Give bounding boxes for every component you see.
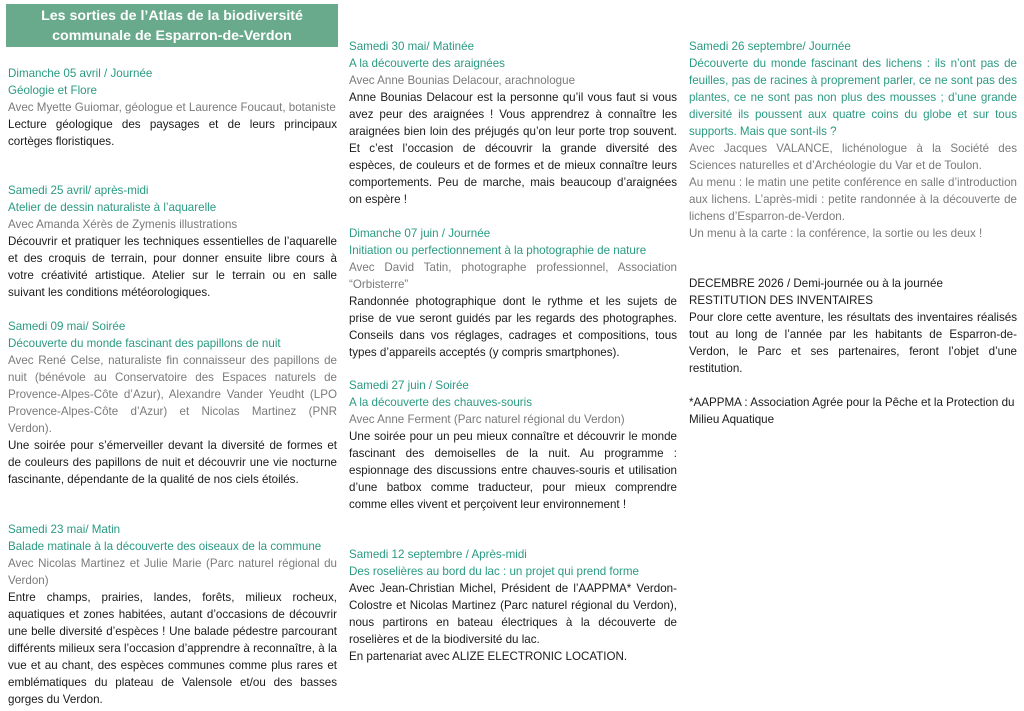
event-guides: Avec Myette Guiomar, géologue et Laurence Foucaut, botaniste (8, 101, 336, 114)
event-title: RESTITUTION DES INVENTAIRES (689, 294, 874, 307)
event-card (349, 225, 677, 361)
event-guides: Avec Anne Ferment (Parc naturel régional du Verdon) (349, 413, 625, 426)
event-title: Initiation ou perfectionnement à la photographie de nature (349, 244, 647, 257)
event-date: Samedi 26 septembre/ Journée (689, 40, 851, 53)
event-menu: Au menu : le matin une petite conférence en salle d’introduction aux lichens. L’après-midi : petite randonnée à la découverte de lichens d’Esparron-de-Verdon. (689, 176, 1017, 223)
event-date: Samedi 12 septembre / Après-midi (349, 548, 527, 561)
event-description: Entre champs, prairies, landes, forêts, milieux rocheux, aquatiques et zones habitées, autant d’occasions de découvrir une belle diversité d’espèces ! Une balade pédestre parcourant différents milieux sera l’occasion d’apprendre à reconnaître, à la vue et au chant, des espèces communes comme plus rares et emblématiques du plateau de Valensole et/ou des basses gorges du Verdon. (8, 591, 337, 706)
event-title: Découverte du monde fascinant des papillons de nuit (8, 337, 281, 350)
title-line-1: Les sorties de l’Atlas de la biodiversité (41, 8, 303, 24)
event-card (8, 182, 337, 301)
event-description: Avec Jean-Christian Michel, Président de l’AAPPMA* Verdon-Colostre et Nicolas Martinez (Parc naturel régional du Verdon), nous partirons en bateau électriques à la découverte de roselières et de la biodiversité du lac. (349, 582, 677, 646)
event-menu-note: Un menu à la carte : la conférence, la sortie ou les deux ! (689, 227, 983, 240)
event-title: A la découverte des chauves-souris (349, 396, 533, 409)
event-guides: Avec David Tatin, photographe professionnel, Association “Orbisterre” (349, 261, 677, 291)
event-guides: Avec Anne Bounias Delacour, arachnologue (349, 74, 576, 87)
event-title: A la découverte des araignées (349, 57, 505, 70)
event-description: Une soirée pour un peu mieux connaître et découvrir le monde fascinant des demoiselles de la nuit. Au programme : espionnage des discussions entre chauves-souris et utilisation d’une batbox comme traducteur, pour mieux comprendre comme elles vivent et perçoivent leur environnement ! (349, 430, 677, 511)
event-guides: Avec Jacques VALANCE, lichénologue à la Société des Sciences naturelles et d’Archéologie du Var et de Toulon. (689, 142, 1017, 172)
document-title (6, 4, 338, 47)
event-card (689, 275, 1017, 377)
event-date: Samedi 23 mai/ Matin (8, 523, 121, 536)
event-date: Samedi 30 mai/ Matinée (349, 40, 475, 53)
event-card (349, 377, 677, 513)
event-guides: Avec Nicolas Martinez et Julie Marie (Parc naturel régional du Verdon) (8, 557, 337, 587)
event-card (8, 65, 337, 150)
event-description: Randonnée photographique dont le rythme et les sujets de prise de vue seront guidés par les regards des photographes. Conseils dans vos réglages, cadrages et compositions, tous types d’appareils acceptés (y compris smartphones). (349, 295, 677, 359)
footnote-text: *AAPPMA : Association Agrée pour la Pêche et la Protection du Milieu Aquatique (689, 396, 1015, 426)
footnote (689, 394, 1017, 428)
event-card (349, 38, 677, 208)
event-title: Découverte du monde fascinant des lichens : ils n’ont pas de feuilles, pas de racines à proprement parler, ce ne sont pas des plantes, ce ne sont pas non plus des mousses ; d’une grande diversité ils poussent aux quatre coins du globe et sur tous supports. Mais que sont-ils ? (689, 57, 1017, 138)
event-date: Samedi 25 avril/ après-midi (8, 184, 149, 197)
event-card (349, 546, 677, 665)
event-date: DECEMBRE 2026 / Demi-journée ou à la journée (689, 277, 943, 290)
event-title: Atelier de dessin naturaliste à l’aquarelle (8, 201, 217, 214)
event-description: Une soirée pour s’émerveiller devant la diversité de formes et de couleurs des papillons de nuit et découvrir une vie nocturne fascinante, dépendante de la qualité de nos ciels étoilés. (8, 439, 337, 486)
event-date: Dimanche 07 juin / Journée (349, 227, 491, 240)
title-line-2: communale de Esparron-de-Verdon (52, 28, 292, 44)
event-card (689, 38, 1017, 242)
event-card (8, 521, 337, 708)
event-guides: Avec René Celse, naturaliste fin connaisseur des papillons de nuit (bénévole au Conservatoire des Espaces naturels de Provence-Alpes-Côte d’Azur), Alexandre Vander Yeudht (LPO Provence-Alpes-Côte d’Azur) et Nicolas Martinez (PNR Verdon). (8, 354, 337, 435)
event-date: Samedi 27 juin / Soirée (349, 379, 469, 392)
event-title: Des roselières au bord du lac : un projet qui prend forme (349, 565, 640, 578)
event-guides: Avec Amanda Xérès de Zymenis illustrations (8, 218, 238, 231)
event-card (8, 318, 337, 488)
event-description: Lecture géologique des paysages et de leurs principaux cortèges floristiques. (8, 118, 337, 148)
event-title: Balade matinale à la découverte des oiseaux de la commune (8, 540, 322, 553)
event-date: Samedi 09 mai/ Soirée (8, 320, 126, 333)
event-description: Découvrir et pratiquer les techniques essentielles de l’aquarelle et des croquis de terrain, pour donner ensuite libre cours à votre créativité artistique. Atelier sur le terrain ou en salle suivant les conditions météorologiques. (8, 235, 337, 299)
event-description: Pour clore cette aventure, les résultats des inventaires réalisés tout au long de l’année par les habitants de Esparron-de-Verdon, le Parc et ses partenaires, feront l’objet d’une restitution. (689, 311, 1017, 375)
event-title: Géologie et Flore (8, 84, 97, 97)
event-description: Anne Bounias Delacour est la personne qu’il vous faut si vous avez peur des araignées ! Vous apprendrez à connaître les araignées bien loin des préjugés qu’on leur porte trop souvent. Et c’est l’occasion de découvrir la grande diversité des espèces, de couleurs et de formes et de mieux connaître leurs comportements. Peu de marche, mais beaucoup d’araignées on espère ! (349, 91, 677, 206)
event-partner: En partenariat avec ALIZE ELECTRONIC LOCATION. (349, 650, 628, 663)
event-date: Dimanche 05 avril / Journée (8, 67, 153, 80)
